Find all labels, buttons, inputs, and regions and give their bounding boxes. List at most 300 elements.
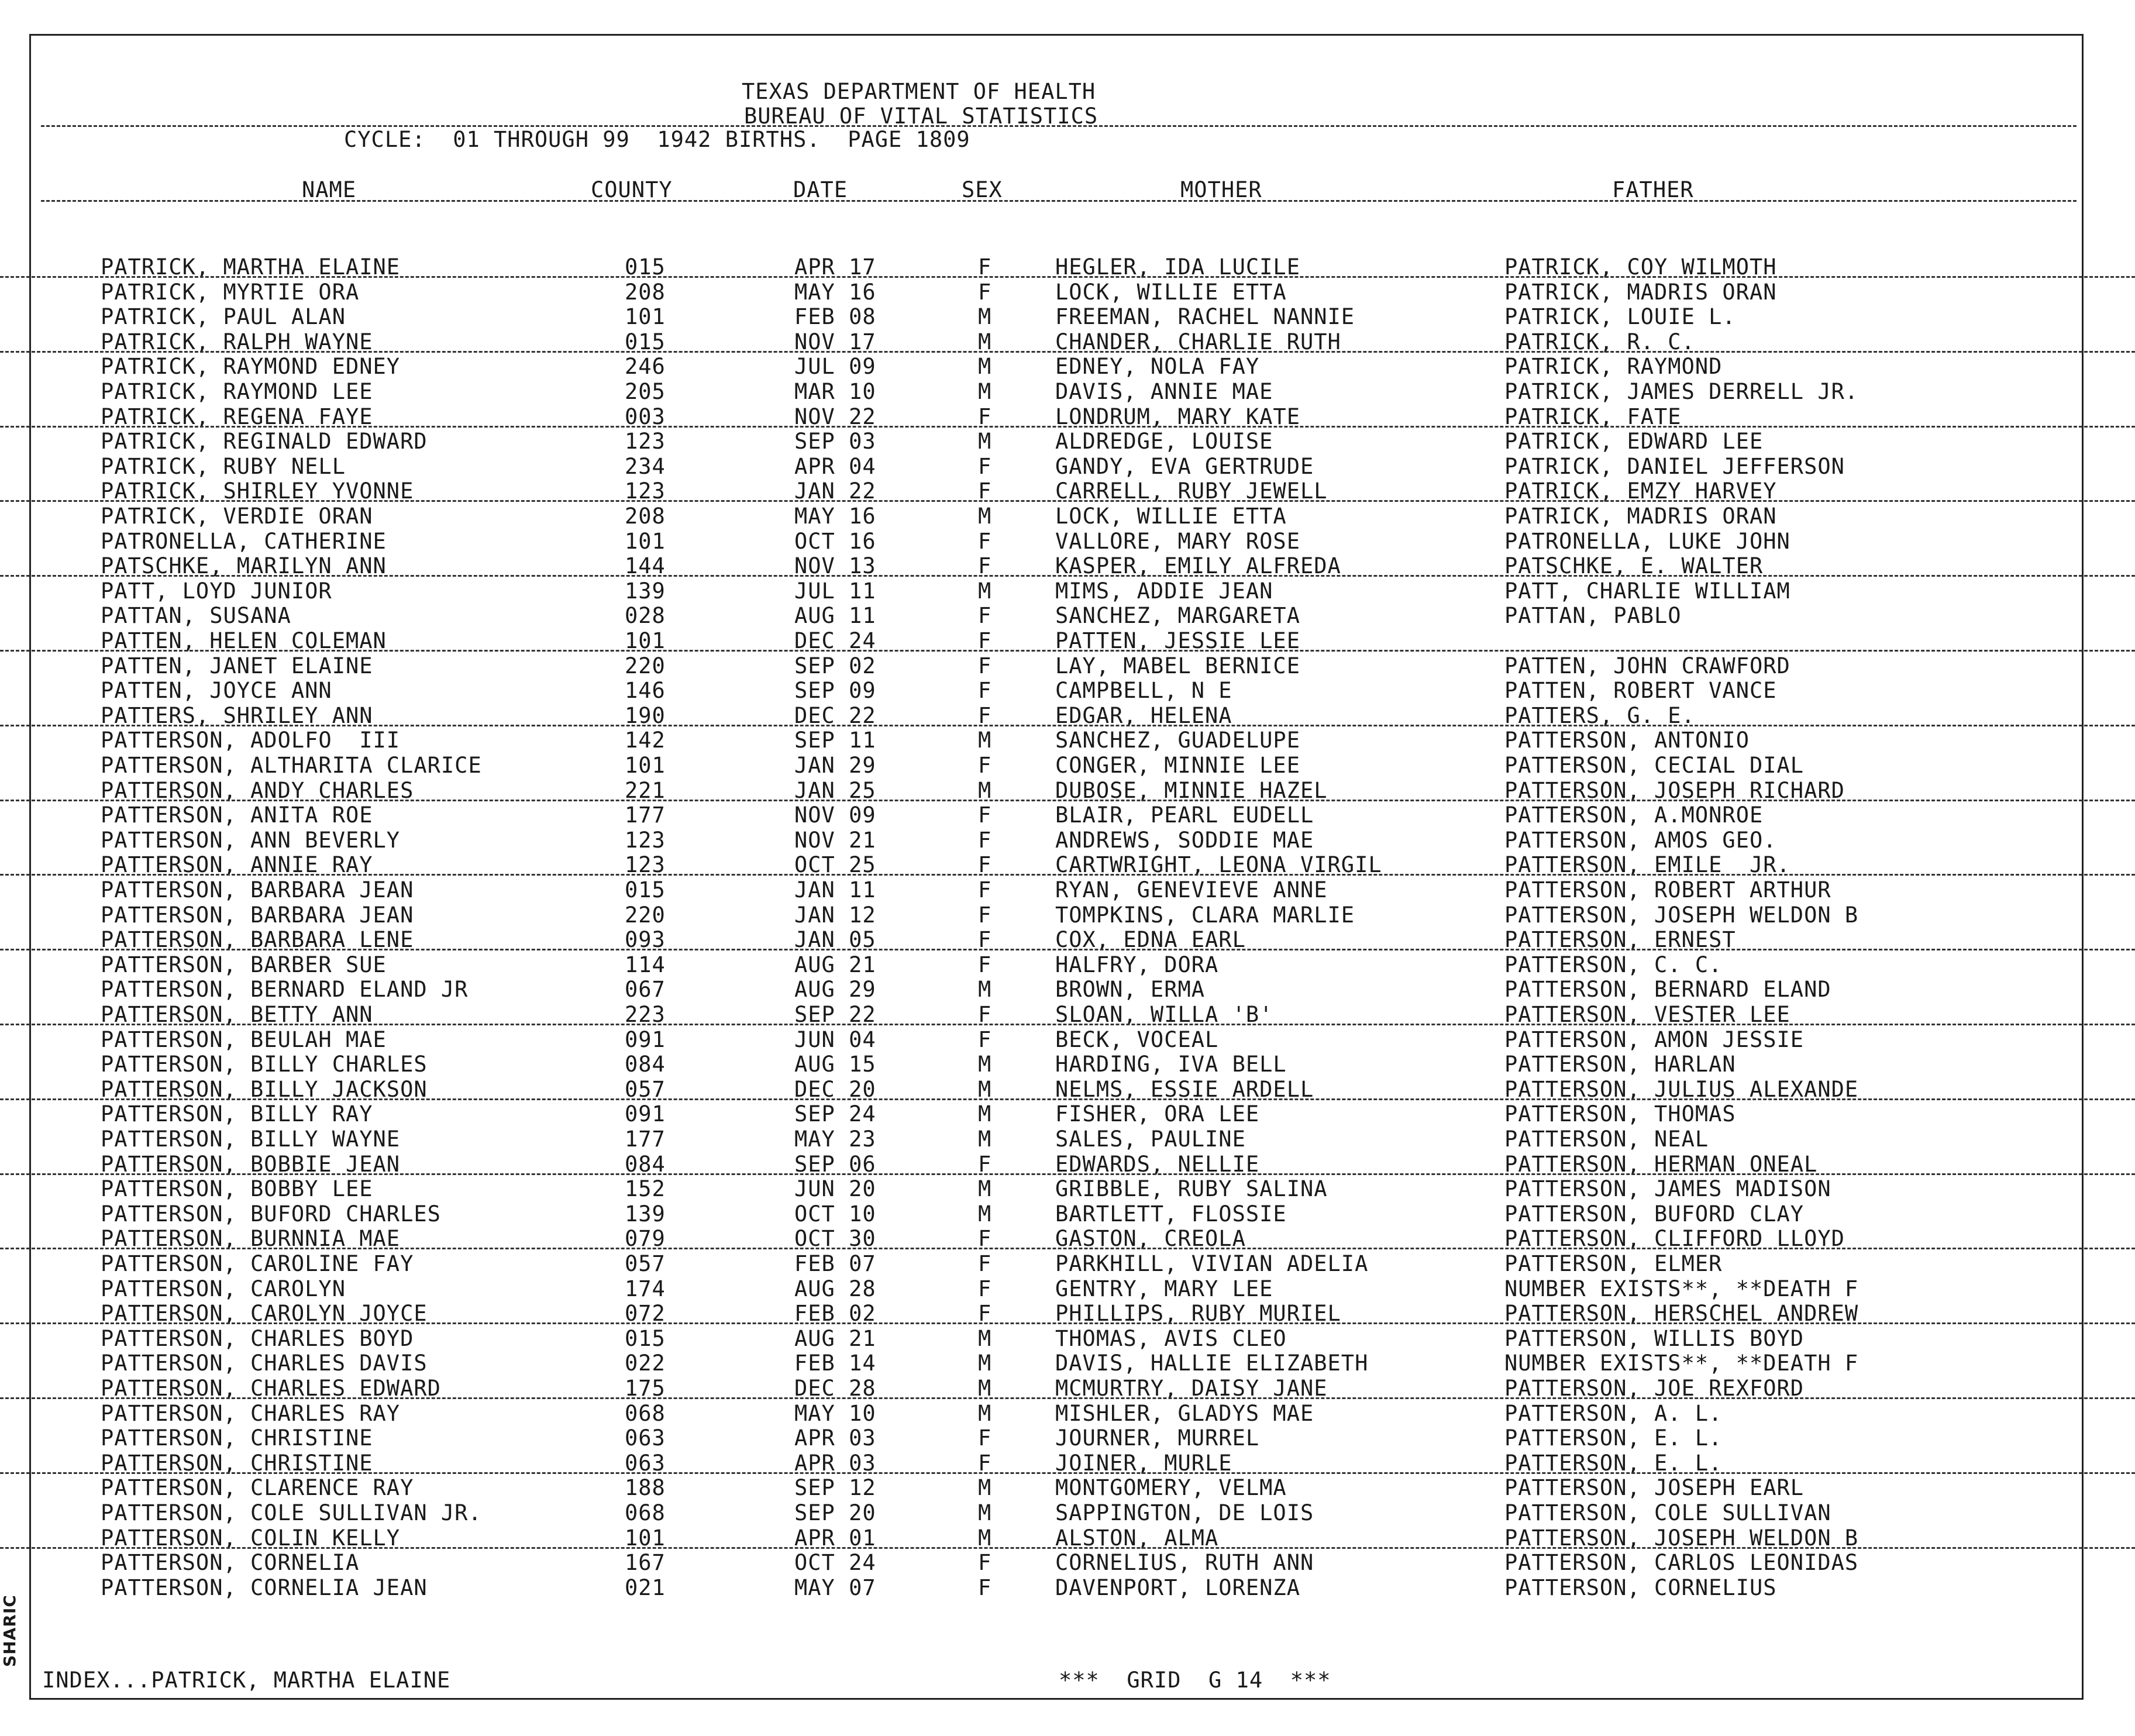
cell-name: PATTERSON, BARBER SUE bbox=[101, 952, 387, 977]
table-row bbox=[0, 1152, 2135, 1177]
cell-county: 246 bbox=[625, 354, 666, 380]
cell-county: 084 bbox=[625, 1052, 666, 1077]
cell-father: PATTAN, PABLO bbox=[1504, 603, 1682, 629]
cell-name: PATTERSON, CAROLYN JOYCE bbox=[101, 1301, 428, 1327]
cell-father: PATRICK, R. C. bbox=[1504, 329, 1695, 354]
cell-date: NOV 21 bbox=[794, 827, 876, 853]
table-row bbox=[0, 728, 2135, 753]
cell-father: PATTERSON, ELMER bbox=[1504, 1251, 1723, 1276]
cell-date: JUN 04 bbox=[794, 1027, 876, 1052]
cell-county: 152 bbox=[625, 1176, 666, 1202]
cell-name: PATTERSON, BUFORD CHARLES bbox=[101, 1201, 441, 1227]
table-row bbox=[0, 604, 2135, 628]
table-row bbox=[0, 1376, 2135, 1401]
table-row bbox=[0, 1127, 2135, 1152]
cell-date: MAY 16 bbox=[794, 504, 876, 529]
table-row bbox=[0, 429, 2135, 454]
row-underline bbox=[0, 276, 2135, 278]
cell-mother: LONDRUM, MARY KATE bbox=[1055, 404, 1300, 429]
row-underline bbox=[0, 650, 2135, 652]
cell-sex: F bbox=[978, 603, 992, 629]
cell-sex: M bbox=[978, 429, 992, 454]
cell-father: PATTERSON, ANTONIO bbox=[1504, 728, 1750, 753]
row-underline bbox=[0, 949, 2135, 950]
cell-date: SEP 11 bbox=[794, 728, 876, 753]
cell-father: PATRICK, COY WILMOTH bbox=[1504, 254, 1777, 280]
cell-county: 079 bbox=[625, 1226, 666, 1252]
cell-mother: GASTON, CREOLA bbox=[1055, 1226, 1246, 1252]
cell-county: 072 bbox=[625, 1301, 666, 1327]
cell-father: PATTERSON, E. L. bbox=[1504, 1425, 1723, 1451]
cell-name: PATTERSON, CHARLES DAVIS bbox=[101, 1351, 428, 1376]
cell-date: JUL 09 bbox=[794, 354, 876, 380]
cell-mother: KASPER, EMILY ALFREDA bbox=[1055, 553, 1341, 579]
cell-mother: MCMURTRY, DAISY JANE bbox=[1055, 1376, 1328, 1401]
cell-sex: M bbox=[978, 1201, 992, 1227]
cell-father: PATTERSON, NEAL bbox=[1504, 1127, 1709, 1152]
cell-mother: BARTLETT, FLOSSIE bbox=[1055, 1201, 1287, 1227]
cell-county: 063 bbox=[625, 1450, 666, 1476]
cell-name: PATTERSON, ADOLFO III bbox=[101, 728, 401, 753]
cell-name: PATTERSON, ALTHARITA CLARICE bbox=[101, 753, 482, 778]
cell-father: PATSCHKE, E. WALTER bbox=[1504, 553, 1764, 579]
cell-mother: SLOAN, WILLA 'B' bbox=[1055, 1002, 1273, 1027]
cell-county: 142 bbox=[625, 728, 666, 753]
cell-sex: F bbox=[978, 702, 992, 728]
cell-sex: F bbox=[978, 528, 992, 554]
cell-mother: ANDREWS, SODDIE MAE bbox=[1055, 827, 1314, 853]
cell-mother: VALLORE, MARY ROSE bbox=[1055, 528, 1300, 554]
cell-name: PATTERSON, CORNELIA bbox=[101, 1550, 360, 1576]
cell-father: PATRICK, JAMES DERRELL JR. bbox=[1504, 379, 1859, 404]
cell-county: 175 bbox=[625, 1376, 666, 1401]
row-underline bbox=[0, 725, 2135, 726]
cell-mother: ALSTON, ALMA bbox=[1055, 1525, 1219, 1551]
cell-county: 015 bbox=[625, 329, 666, 354]
cell-sex: F bbox=[978, 802, 992, 828]
cell-sex: F bbox=[978, 1251, 992, 1276]
cell-name: PATT, LOYD JUNIOR bbox=[101, 578, 332, 604]
cell-father: PATRICK, LOUIE L. bbox=[1504, 304, 1736, 330]
cell-sex: M bbox=[978, 304, 992, 330]
cell-father: PATTERSON, HARLAN bbox=[1504, 1052, 1736, 1077]
cell-date: NOV 13 bbox=[794, 553, 876, 579]
cell-county: 223 bbox=[625, 1002, 666, 1027]
cell-name: PATRICK, SHIRLEY YVONNE bbox=[101, 478, 414, 504]
cell-county: 015 bbox=[625, 877, 666, 903]
cell-name: PATRONELLA, CATHERINE bbox=[101, 528, 387, 554]
cell-name: PATTERSON, CAROLINE FAY bbox=[101, 1251, 414, 1276]
row-underline bbox=[0, 575, 2135, 577]
table-row bbox=[0, 280, 2135, 305]
cell-county: 101 bbox=[625, 628, 666, 653]
cell-date: SEP 12 bbox=[794, 1475, 876, 1501]
cell-county: 177 bbox=[625, 1127, 666, 1152]
cell-mother: MIMS, ADDIE JEAN bbox=[1055, 578, 1273, 604]
footer-grid: *** GRID G 14 *** bbox=[1059, 1668, 1331, 1693]
table-row bbox=[0, 1028, 2135, 1052]
cell-name: PATTERSON, BARBARA JEAN bbox=[101, 877, 414, 903]
cell-sex: M bbox=[978, 728, 992, 753]
table-row bbox=[0, 1451, 2135, 1476]
table-row bbox=[0, 330, 2135, 354]
cell-father: PATTERSON, A.MONROE bbox=[1504, 802, 1764, 828]
cell-date: OCT 10 bbox=[794, 1201, 876, 1227]
cell-mother: HALFRY, DORA bbox=[1055, 952, 1219, 977]
records-table bbox=[0, 255, 2135, 1600]
cell-county: 190 bbox=[625, 702, 666, 728]
cell-mother: HARDING, IVA BELL bbox=[1055, 1052, 1287, 1077]
cell-county: 021 bbox=[625, 1575, 666, 1600]
cell-date: AUG 21 bbox=[794, 952, 876, 977]
table-row bbox=[0, 1351, 2135, 1376]
cell-date: FEB 07 bbox=[794, 1251, 876, 1276]
cell-father: PATTERSON, JAMES MADISON bbox=[1504, 1176, 1831, 1202]
cell-sex: M bbox=[978, 1376, 992, 1401]
cell-sex: M bbox=[978, 1076, 992, 1102]
cell-sex: F bbox=[978, 653, 992, 678]
cell-sex: F bbox=[978, 927, 992, 953]
cell-father: PATRICK, MADRIS ORAN bbox=[1504, 279, 1777, 305]
cell-name: PATTERSON, ANNIE RAY bbox=[101, 852, 373, 878]
header-subtitle: BUREAU OF VITAL STATISTICS bbox=[744, 104, 1099, 129]
cell-name: PATRICK, PAUL ALAN bbox=[101, 304, 346, 330]
table-row bbox=[0, 629, 2135, 653]
cell-mother: GRIBBLE, RUBY SALINA bbox=[1055, 1176, 1328, 1202]
cell-county: 068 bbox=[625, 1500, 666, 1525]
cell-sex: F bbox=[978, 852, 992, 878]
cell-county: 144 bbox=[625, 553, 666, 579]
cell-date: SEP 20 bbox=[794, 1500, 876, 1525]
cell-mother: NELMS, ESSIE ARDELL bbox=[1055, 1076, 1314, 1102]
cell-name: PATTERSON, BERNARD ELAND JR bbox=[101, 977, 469, 1003]
cell-sex: F bbox=[978, 827, 992, 853]
cell-date: APR 03 bbox=[794, 1425, 876, 1451]
cell-father: PATTERSON, ROBERT ARTHUR bbox=[1504, 877, 1831, 903]
cell-date: JAN 11 bbox=[794, 877, 876, 903]
side-label: SHARIC bbox=[0, 1594, 19, 1667]
table-row bbox=[0, 1052, 2135, 1077]
cell-sex: F bbox=[978, 628, 992, 653]
table-row bbox=[0, 405, 2135, 429]
cell-date: OCT 25 bbox=[794, 852, 876, 878]
row-underline bbox=[0, 426, 2135, 428]
table-row bbox=[0, 1301, 2135, 1326]
cell-name: PATRICK, RAYMOND EDNEY bbox=[101, 354, 401, 380]
cell-county: 101 bbox=[625, 528, 666, 554]
cell-mother: LOCK, WILLIE ETTA bbox=[1055, 279, 1287, 305]
cell-mother: DAVENPORT, LORENZA bbox=[1055, 1575, 1300, 1600]
cell-sex: M bbox=[978, 1351, 992, 1376]
cell-sex: F bbox=[978, 453, 992, 479]
cell-name: PATTERSON, CORNELIA JEAN bbox=[101, 1575, 428, 1600]
cell-mother: LAY, MABEL BERNICE bbox=[1055, 653, 1300, 678]
cell-mother: RYAN, GENEVIEVE ANNE bbox=[1055, 877, 1328, 903]
cell-mother: ALDREDGE, LOUISE bbox=[1055, 429, 1273, 454]
cell-date: JAN 22 bbox=[794, 478, 876, 504]
cell-date: AUG 29 bbox=[794, 977, 876, 1003]
cell-sex: F bbox=[978, 1151, 992, 1177]
cell-county: 101 bbox=[625, 304, 666, 330]
cell-mother: CONGER, MINNIE LEE bbox=[1055, 753, 1300, 778]
cell-sex: F bbox=[978, 753, 992, 778]
cell-county: 091 bbox=[625, 1101, 666, 1127]
cell-sex: F bbox=[978, 478, 992, 504]
cell-mother: JOURNER, MURREL bbox=[1055, 1425, 1260, 1451]
table-row bbox=[0, 1426, 2135, 1451]
row-underline bbox=[0, 1397, 2135, 1399]
cell-mother: EDGAR, HELENA bbox=[1055, 702, 1232, 728]
cell-county: 123 bbox=[625, 827, 666, 853]
cell-date: JAN 29 bbox=[794, 753, 876, 778]
cell-county: 205 bbox=[625, 379, 666, 404]
cell-date: SEP 22 bbox=[794, 1002, 876, 1027]
col-father-header: FATHER bbox=[1612, 177, 1694, 202]
cell-name: PATRICK, REGENA FAYE bbox=[101, 404, 373, 429]
cell-mother: CORNELIUS, RUTH ANN bbox=[1055, 1550, 1314, 1576]
cell-name: PATTERSON, BOBBIE JEAN bbox=[101, 1151, 401, 1177]
table-row bbox=[0, 928, 2135, 952]
cell-date: OCT 24 bbox=[794, 1550, 876, 1576]
table-row bbox=[0, 1277, 2135, 1301]
cell-father: NUMBER EXISTS**, **DEATH F bbox=[1504, 1351, 1859, 1376]
table-row bbox=[0, 1551, 2135, 1575]
cell-sex: F bbox=[978, 1027, 992, 1052]
cell-mother: FISHER, ORA LEE bbox=[1055, 1101, 1260, 1127]
cell-date: JAN 05 bbox=[794, 927, 876, 953]
cell-mother: DAVIS, HALLIE ELIZABETH bbox=[1055, 1351, 1369, 1376]
cell-county: 022 bbox=[625, 1351, 666, 1376]
cell-sex: F bbox=[978, 1450, 992, 1476]
row-underline bbox=[0, 874, 2135, 876]
cell-mother: COX, EDNA EARL bbox=[1055, 927, 1246, 953]
cell-mother: DAVIS, ANNIE MAE bbox=[1055, 379, 1273, 404]
cell-date: DEC 28 bbox=[794, 1376, 876, 1401]
cell-sex: F bbox=[978, 1575, 992, 1600]
cell-father: PATTERSON, HERMAN ONEAL bbox=[1504, 1151, 1818, 1177]
cell-date: FEB 08 bbox=[794, 304, 876, 330]
cell-sex: M bbox=[978, 1052, 992, 1077]
cell-name: PATTERSON, CHARLES BOYD bbox=[101, 1325, 414, 1351]
cell-county: 028 bbox=[625, 603, 666, 629]
cell-date: OCT 30 bbox=[794, 1226, 876, 1252]
cell-date: NOV 17 bbox=[794, 329, 876, 354]
cell-father: PATRICK, DANIEL JEFFERSON bbox=[1504, 453, 1845, 479]
cell-mother: CAMPBELL, N E bbox=[1055, 678, 1232, 704]
cell-mother: PHILLIPS, RUBY MURIEL bbox=[1055, 1301, 1341, 1327]
cell-father: PATTERSON, AMON JESSIE bbox=[1504, 1027, 1805, 1052]
cell-county: 139 bbox=[625, 1201, 666, 1227]
table-row bbox=[0, 1077, 2135, 1102]
cell-sex: F bbox=[978, 1425, 992, 1451]
cell-name: PATTERSON, ANN BEVERLY bbox=[101, 827, 401, 853]
table-row bbox=[0, 1102, 2135, 1127]
cell-county: 208 bbox=[625, 504, 666, 529]
cell-date: AUG 28 bbox=[794, 1276, 876, 1301]
cell-name: PATTERSON, BILLY WAYNE bbox=[101, 1127, 401, 1152]
cell-sex: F bbox=[978, 1301, 992, 1327]
table-row bbox=[0, 1227, 2135, 1251]
cell-name: PATTAN, SUSANA bbox=[101, 603, 291, 629]
cell-name: PATTEN, JANET ELAINE bbox=[101, 653, 373, 678]
cell-sex: F bbox=[978, 254, 992, 280]
cell-name: PATRICK, RAYMOND LEE bbox=[101, 379, 373, 404]
cell-name: PATTERSON, BEULAH MAE bbox=[101, 1027, 387, 1052]
cell-father: PATTERSON, AMOS GEO. bbox=[1504, 827, 1777, 853]
cell-mother: SANCHEZ, MARGARETA bbox=[1055, 603, 1300, 629]
cell-mother: GENTRY, MARY LEE bbox=[1055, 1276, 1273, 1301]
cell-father: PATRICK, RAYMOND bbox=[1504, 354, 1723, 380]
cell-name: PATRICK, RUBY NELL bbox=[101, 453, 346, 479]
table-row bbox=[0, 479, 2135, 504]
cell-mother: CARRELL, RUBY JEWELL bbox=[1055, 478, 1328, 504]
cell-name: PATTERSON, BARBARA LENE bbox=[101, 927, 414, 953]
cell-sex: M bbox=[978, 379, 992, 404]
cell-father: PATTERSON, COLE SULLIVAN bbox=[1504, 1500, 1831, 1525]
cell-date: MAY 07 bbox=[794, 1575, 876, 1600]
cell-sex: F bbox=[978, 553, 992, 579]
cell-date: JUN 20 bbox=[794, 1176, 876, 1202]
cell-date: AUG 15 bbox=[794, 1052, 876, 1077]
cell-county: 123 bbox=[625, 478, 666, 504]
cell-mother: BLAIR, PEARL EUDELL bbox=[1055, 802, 1314, 828]
cell-name: PATTERSON, CHARLES EDWARD bbox=[101, 1376, 441, 1401]
cell-father: PATT, CHARLIE WILLIAM bbox=[1504, 578, 1790, 604]
cell-date: OCT 16 bbox=[794, 528, 876, 554]
cell-name: PATTERSON, CAROLYN bbox=[101, 1276, 346, 1301]
cell-name: PATTERSON, CHRISTINE bbox=[101, 1450, 373, 1476]
cell-name: PATTERSON, BOBBY LEE bbox=[101, 1176, 373, 1202]
cell-date: APR 03 bbox=[794, 1450, 876, 1476]
cell-date: APR 04 bbox=[794, 453, 876, 479]
cell-county: 101 bbox=[625, 1525, 666, 1551]
column-header-rule bbox=[41, 200, 2077, 202]
cell-father: PATTERSON, C. C. bbox=[1504, 952, 1723, 977]
cell-father: PATTERSON, E. L. bbox=[1504, 1450, 1723, 1476]
cell-county: 068 bbox=[625, 1400, 666, 1426]
cell-sex: M bbox=[978, 354, 992, 380]
cell-father: PATTERSON, CECIAL DIAL bbox=[1504, 753, 1805, 778]
cell-date: DEC 24 bbox=[794, 628, 876, 653]
cell-sex: F bbox=[978, 952, 992, 977]
row-underline bbox=[0, 1472, 2135, 1474]
cell-father: PATRICK, MADRIS ORAN bbox=[1504, 504, 1777, 529]
cell-county: 177 bbox=[625, 802, 666, 828]
cell-father: PATRICK, EDWARD LEE bbox=[1504, 429, 1764, 454]
row-underline bbox=[0, 1024, 2135, 1025]
cell-county: 220 bbox=[625, 902, 666, 928]
cell-mother: BECK, VOCEAL bbox=[1055, 1027, 1219, 1052]
table-row bbox=[0, 1003, 2135, 1027]
cell-mother: EDWARDS, NELLIE bbox=[1055, 1151, 1260, 1177]
cell-father: PATTERSON, JOSEPH WELDON B bbox=[1504, 1525, 1859, 1551]
cell-name: PATRICK, MYRTIE ORA bbox=[101, 279, 360, 305]
cell-father: PATTERSON, JULIUS ALEXANDE bbox=[1504, 1076, 1859, 1102]
table-row bbox=[0, 255, 2135, 280]
cell-date: AUG 21 bbox=[794, 1325, 876, 1351]
cell-father: PATTEN, JOHN CRAWFORD bbox=[1504, 653, 1790, 678]
table-row bbox=[0, 305, 2135, 329]
cell-mother: BROWN, ERMA bbox=[1055, 977, 1206, 1003]
cell-sex: M bbox=[978, 1127, 992, 1152]
cell-date: NOV 22 bbox=[794, 404, 876, 429]
cell-mother: MONTGOMERY, VELMA bbox=[1055, 1475, 1287, 1501]
table-row bbox=[0, 529, 2135, 554]
cell-county: 114 bbox=[625, 952, 666, 977]
cell-name: PATTERSON, COLIN KELLY bbox=[101, 1525, 401, 1551]
cell-county: 139 bbox=[625, 578, 666, 604]
cell-father: PATTERSON, CARLOS LEONIDAS bbox=[1504, 1550, 1859, 1576]
table-row bbox=[0, 380, 2135, 404]
cell-name: PATTERS, SHRILEY ANN bbox=[101, 702, 373, 728]
cell-date: JUL 11 bbox=[794, 578, 876, 604]
cell-county: 091 bbox=[625, 1027, 666, 1052]
table-row bbox=[0, 354, 2135, 379]
cell-name: PATRICK, REGINALD EDWARD bbox=[101, 429, 428, 454]
cell-county: 220 bbox=[625, 653, 666, 678]
cell-father: PATTERSON, THOMAS bbox=[1504, 1101, 1736, 1127]
cell-name: PATTERSON, BETTY ANN bbox=[101, 1002, 373, 1027]
cell-date: SEP 24 bbox=[794, 1101, 876, 1127]
cell-sex: M bbox=[978, 578, 992, 604]
cell-name: PATTERSON, BILLY CHARLES bbox=[101, 1052, 428, 1077]
cell-mother: CHANDER, CHARLIE RUTH bbox=[1055, 329, 1341, 354]
cell-name: PATRICK, MARTHA ELAINE bbox=[101, 254, 401, 280]
cell-name: PATTERSON, CHRISTINE bbox=[101, 1425, 373, 1451]
cell-name: PATSCHKE, MARILYN ANN bbox=[101, 553, 387, 579]
cell-name: PATTERSON, ANDY CHARLES bbox=[101, 777, 414, 803]
cell-date: MAY 16 bbox=[794, 279, 876, 305]
row-underline bbox=[0, 800, 2135, 801]
cell-father: PATRONELLA, LUKE JOHN bbox=[1504, 528, 1790, 554]
cell-name: PATTEN, JOYCE ANN bbox=[101, 678, 332, 704]
row-underline bbox=[0, 1098, 2135, 1100]
cell-mother: JOINER, MURLE bbox=[1055, 1450, 1232, 1476]
cell-father: PATTERSON, JOSEPH EARL bbox=[1504, 1475, 1805, 1501]
cell-name: PATTERSON, COLE SULLIVAN JR. bbox=[101, 1500, 482, 1525]
cell-mother: THOMAS, AVIS CLEO bbox=[1055, 1325, 1287, 1351]
cell-sex: F bbox=[978, 1276, 992, 1301]
cell-sex: F bbox=[978, 404, 992, 429]
cell-father: PATRICK, FATE bbox=[1504, 404, 1682, 429]
col-date-header: DATE bbox=[793, 177, 848, 202]
cell-father: PATTEN, ROBERT VANCE bbox=[1504, 678, 1777, 704]
cell-county: 084 bbox=[625, 1151, 666, 1177]
cell-county: 067 bbox=[625, 977, 666, 1003]
cell-father: PATTERSON, HERSCHEL ANDREW bbox=[1504, 1301, 1859, 1327]
cell-date: APR 01 bbox=[794, 1525, 876, 1551]
cell-county: 123 bbox=[625, 429, 666, 454]
row-underline bbox=[0, 1322, 2135, 1324]
cell-date: SEP 09 bbox=[794, 678, 876, 704]
cell-mother: GANDY, EVA GERTRUDE bbox=[1055, 453, 1314, 479]
cell-father: PATTERSON, EMILE JR. bbox=[1504, 852, 1790, 878]
cell-sex: F bbox=[978, 678, 992, 704]
cell-date: MAY 10 bbox=[794, 1400, 876, 1426]
cell-mother: SANCHEZ, GUADELUPE bbox=[1055, 728, 1300, 753]
cell-name: PATTERSON, CLARENCE RAY bbox=[101, 1475, 414, 1501]
cell-sex: M bbox=[978, 1500, 992, 1525]
cell-sex: F bbox=[978, 279, 992, 305]
table-row bbox=[0, 753, 2135, 778]
cell-county: 208 bbox=[625, 279, 666, 305]
table-row bbox=[0, 678, 2135, 703]
cell-mother: SAPPINGTON, DE LOIS bbox=[1055, 1500, 1314, 1525]
table-row bbox=[0, 579, 2135, 604]
header-rule bbox=[41, 125, 2077, 127]
cell-mother: HEGLER, IDA LUCILE bbox=[1055, 254, 1300, 280]
cell-name: PATTERSON, CHARLES RAY bbox=[101, 1400, 401, 1426]
